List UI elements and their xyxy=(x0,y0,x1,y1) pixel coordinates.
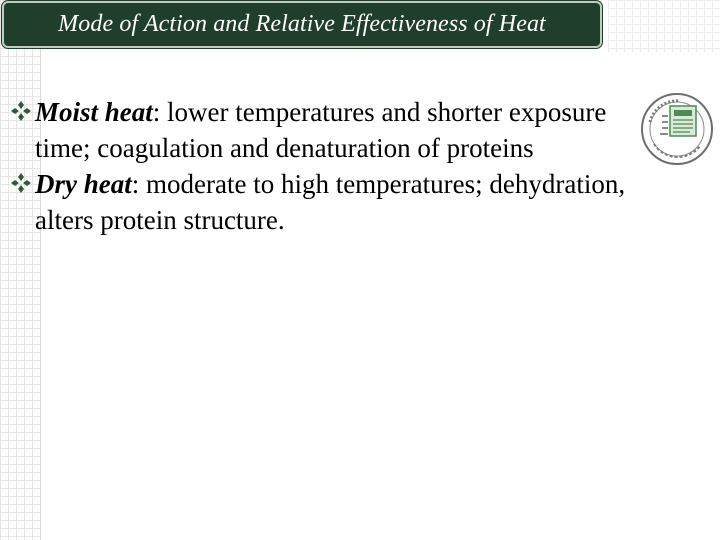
diamond-bullet-icon xyxy=(10,100,32,122)
bullet-item-dry-heat xyxy=(10,166,650,238)
bullet-term: Moist heat xyxy=(35,97,153,127)
bullet-list xyxy=(10,94,650,238)
slide-title: Mode of Action and Relative Effectiveness of Heat xyxy=(58,11,546,37)
top-grid-strip xyxy=(608,0,720,52)
university-seal-icon xyxy=(640,92,714,166)
bullet-item-moist-heat xyxy=(10,94,650,166)
bullet-text: : moderate to high temperatures; dehydration, alters protein structure. xyxy=(35,169,626,235)
left-grid-strip xyxy=(0,0,41,540)
bullet-text: : lower temperatures and shorter exposure time; coagulation and denaturation of proteins xyxy=(35,97,607,163)
bullet-term: Dry heat xyxy=(35,169,132,199)
title-bar xyxy=(2,1,602,48)
diamond-bullet-icon xyxy=(10,172,32,194)
